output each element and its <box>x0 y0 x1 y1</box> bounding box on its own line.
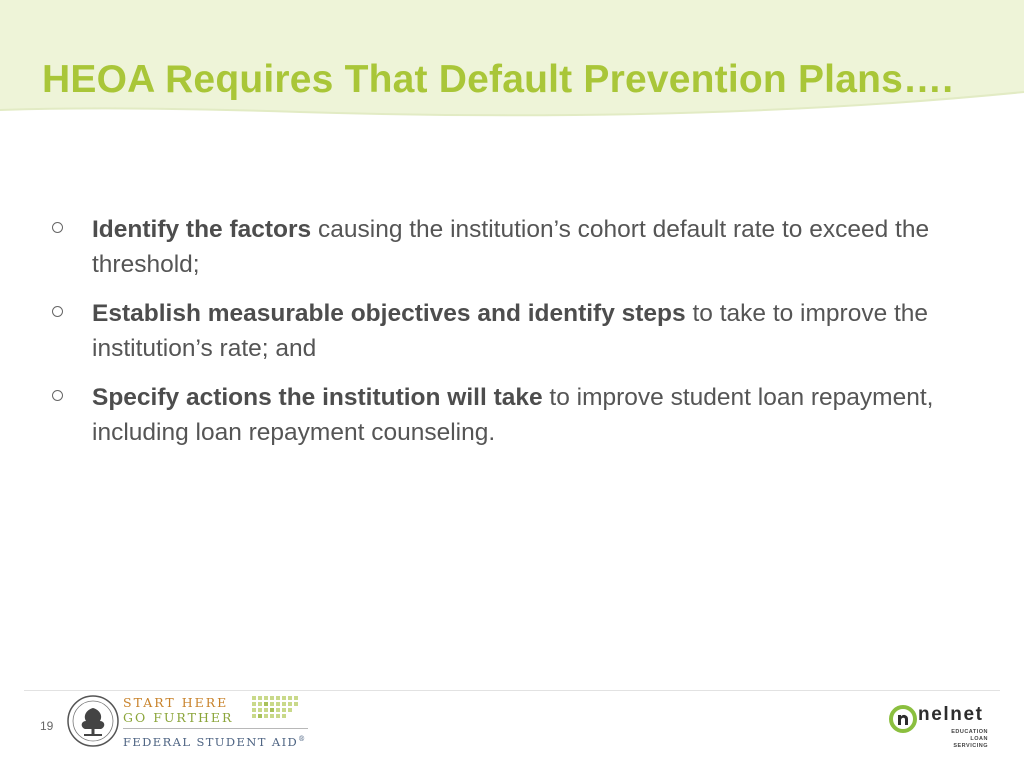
fsa-name <box>123 728 308 749</box>
nelnet-n-icon <box>888 704 918 734</box>
bullet-text: to take to improve the institution’s rate; and <box>92 300 929 362</box>
circle-bullet-icon <box>52 306 63 317</box>
fsa-tagline-start: START HERE <box>123 695 229 710</box>
nelnet-sub-line1: EDUCATION LOAN <box>951 729 988 742</box>
nelnet-logo <box>888 704 998 749</box>
bullet-item <box>52 212 952 282</box>
dot-grid-icon <box>252 696 308 724</box>
slide-title: HEOA Requires That Default Prevention Plans…. <box>42 58 954 101</box>
bullet-emphasis: Establish measurable objectives and identify steps <box>92 300 686 327</box>
circle-bullet-icon <box>52 222 63 233</box>
bullet-text: causing the institution’s cohort default rate to exceed the threshold; <box>92 216 930 278</box>
footer-divider <box>24 690 1000 691</box>
bullet-emphasis: Identify the factors <box>92 216 312 243</box>
fsa-logo <box>66 694 316 750</box>
fsa-name-text: FEDERAL STUDENT AID <box>123 734 299 749</box>
fsa-tagline-go: GO FURTHER <box>123 710 234 725</box>
bullet-text: to improve student loan repayment, including loan repayment counseling. <box>92 384 934 446</box>
nelnet-sub-line2: SERVICING <box>953 743 988 749</box>
bullet-item <box>52 380 952 450</box>
circle-bullet-icon <box>52 390 63 401</box>
registered-mark: ® <box>298 735 307 743</box>
nelnet-wordmark: nelnet <box>918 704 984 725</box>
bullet-list <box>52 212 952 464</box>
page-number: 19 <box>40 719 54 733</box>
bullet-item <box>52 296 952 366</box>
nelnet-subtitle <box>936 729 988 750</box>
bullet-emphasis: Specify actions the institution will take <box>92 384 543 411</box>
department-seal-icon <box>66 694 120 748</box>
